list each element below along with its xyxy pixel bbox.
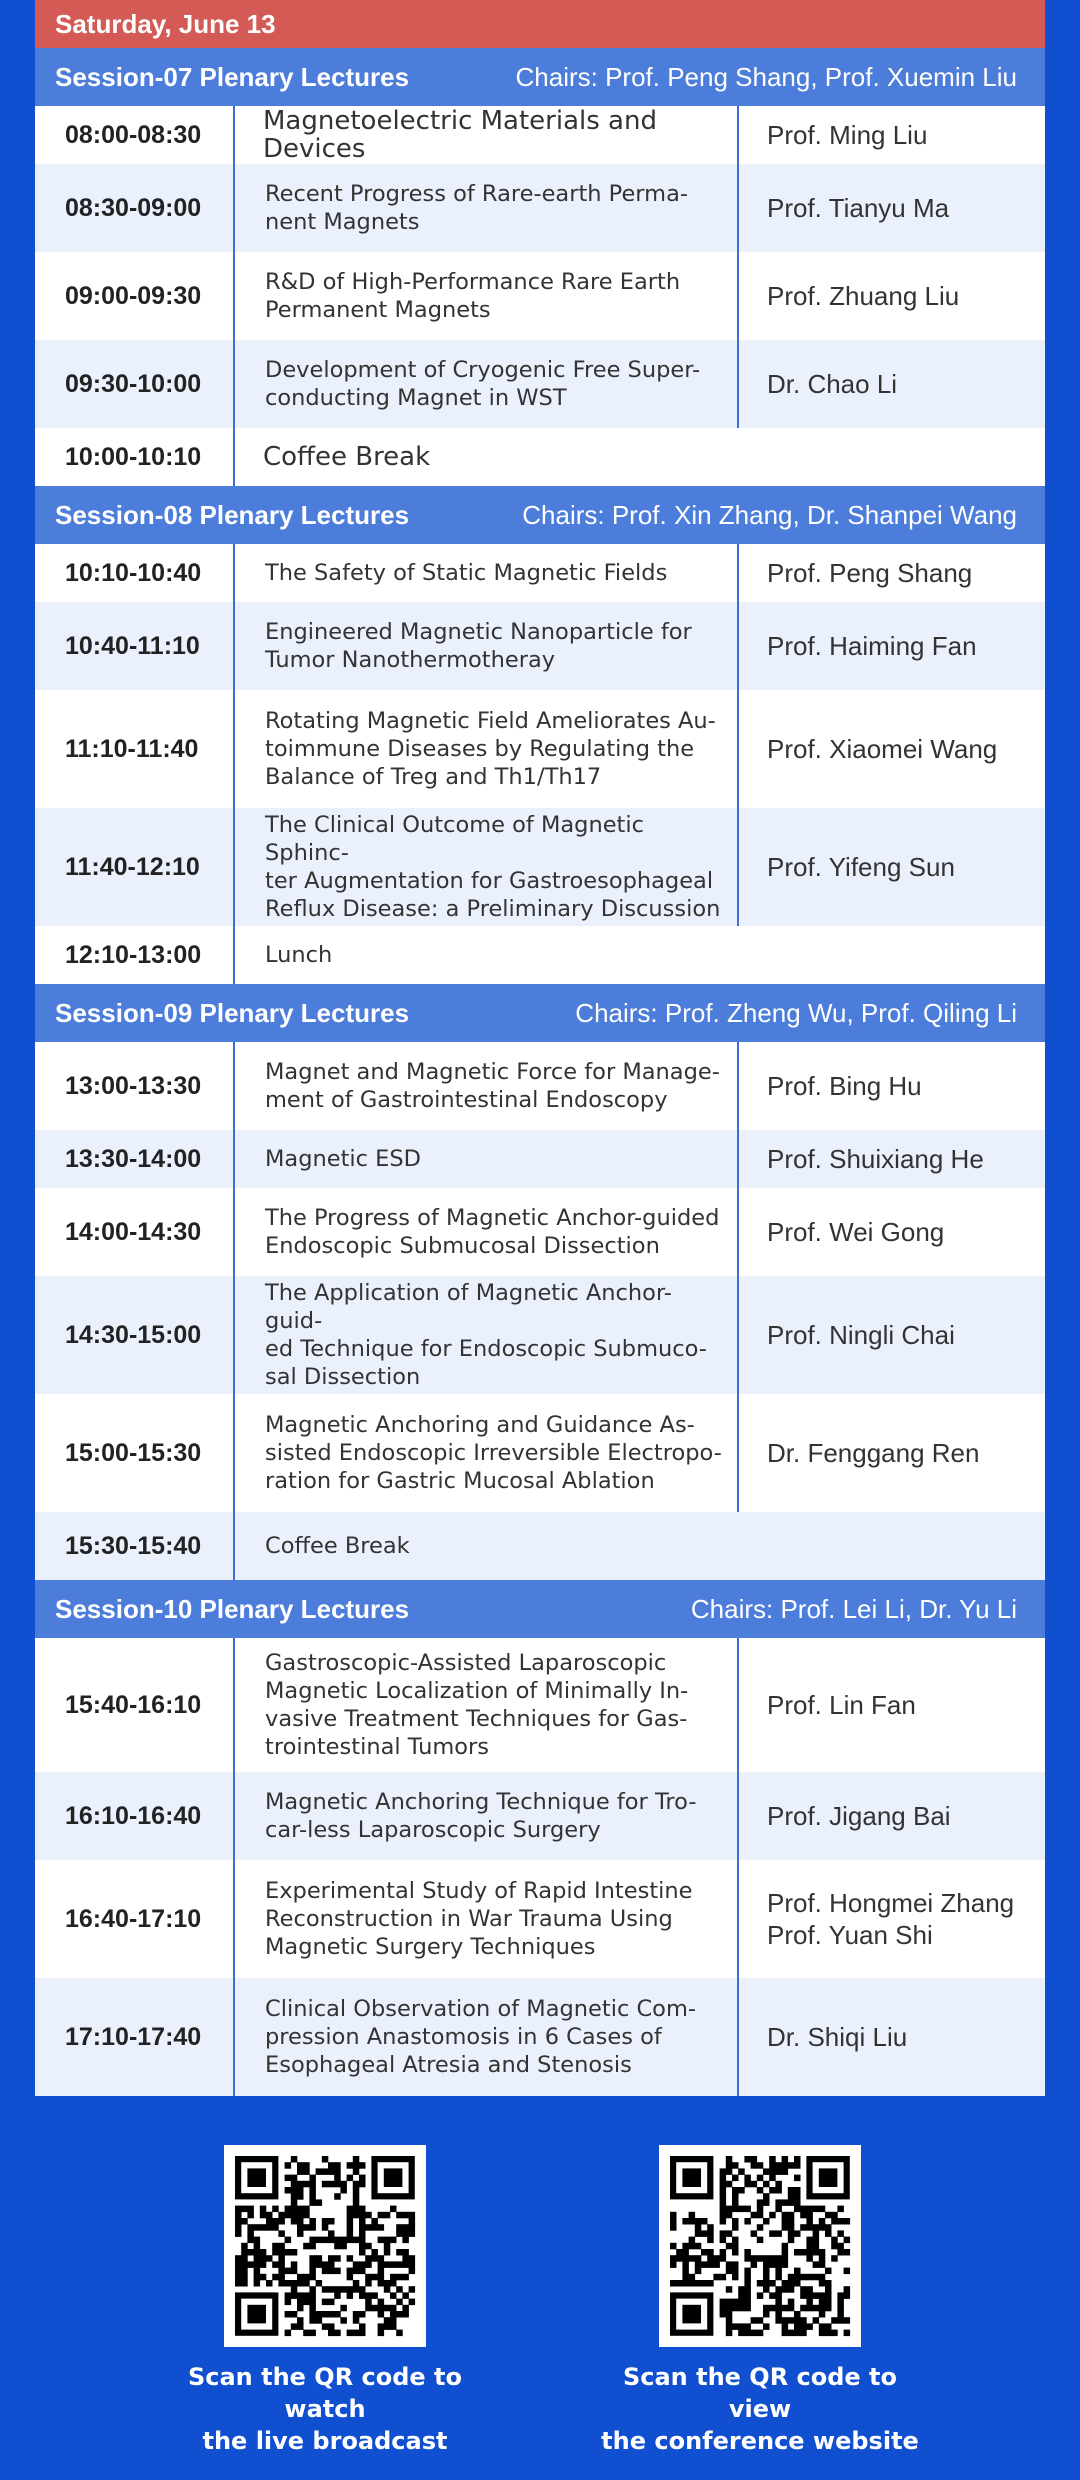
schedule-row xyxy=(35,252,1045,340)
title-line: Lunch xyxy=(265,942,333,968)
schedule-row xyxy=(35,926,1045,984)
speaker-cell xyxy=(739,164,1045,252)
speaker-name: Dr. Chao Li xyxy=(767,369,898,399)
talk-title xyxy=(235,1394,739,1512)
talk-title xyxy=(235,1860,739,1978)
talk-title xyxy=(235,1512,1045,1580)
title-line: Clinical Observation of Magnetic Com- xyxy=(265,1996,696,2022)
title-line: Magnet and Magnetic Force for Manage- xyxy=(265,1059,720,1085)
title-line: R&D of High-Performance Rare Earth xyxy=(265,269,681,295)
talk-title xyxy=(235,106,739,164)
title-line: The Application of Magnetic Anchor-guid- xyxy=(265,1280,672,1334)
speaker-name: Dr. Shiqi Liu xyxy=(767,2022,908,2052)
title-line: sisted Endoscopic Irreversible Electropo- xyxy=(265,1440,722,1466)
speaker-cell xyxy=(739,602,1045,690)
title-line: Reconstruction in War Trauma Using xyxy=(265,1906,673,1932)
title-line: Magnetoelectric Materials and Devices xyxy=(263,106,657,164)
title-line: Recent Progress of Rare-earth Perma- xyxy=(265,181,688,207)
time-slot: 11:10-11:40 xyxy=(35,690,235,808)
date-text: Saturday, June 13 xyxy=(55,8,276,39)
speaker-cell xyxy=(739,1276,1045,1394)
speaker-name: Prof. Zhuang Liu xyxy=(767,281,960,311)
time-slot: 17:10-17:40 xyxy=(35,1978,235,2096)
speaker-cell xyxy=(739,544,1045,602)
time-slot: 10:00-10:10 xyxy=(35,428,235,486)
time-slot: 13:00-13:30 xyxy=(35,1042,235,1130)
speaker-name: Prof. Yifeng Sun xyxy=(767,852,955,882)
speaker-cell xyxy=(739,808,1045,926)
talk-title xyxy=(235,1638,739,1772)
title-line: Rotating Magnetic Field Ameliorates Au- xyxy=(265,708,716,734)
session-chairs: Chairs: Prof. Zheng Wu, Prof. Qiling Li xyxy=(575,997,1017,1028)
time-slot: 08:00-08:30 xyxy=(35,106,235,164)
title-line: Balance of Treg and Th1/Th17 xyxy=(265,764,602,790)
speaker-cell xyxy=(739,1188,1045,1276)
session-chairs: Chairs: Prof. Xin Zhang, Dr. Shanpei Wang xyxy=(522,499,1017,530)
title-line: The Safety of Static Magnetic Fields xyxy=(265,560,668,586)
time-slot: 09:00-09:30 xyxy=(35,252,235,340)
speaker-name: Prof. Ningli Chai xyxy=(767,1320,955,1350)
title-line: Magnetic Surgery Techniques xyxy=(265,1934,596,1960)
schedule-row xyxy=(35,1512,1045,1580)
talk-title xyxy=(235,926,1045,984)
speaker-name: Prof. Lin Fan xyxy=(767,1690,916,1720)
talk-title xyxy=(235,1978,739,2096)
title-line: ed Technique for Endoscopic Submuco- xyxy=(265,1336,707,1362)
talk-title xyxy=(235,690,739,808)
speaker-cell xyxy=(739,106,1045,164)
title-line: Permanent Magnets xyxy=(265,297,491,323)
schedule-table xyxy=(35,48,1045,2096)
time-slot: 08:30-09:00 xyxy=(35,164,235,252)
session-chairs: Chairs: Prof. Lei Li, Dr. Yu Li xyxy=(690,1593,1017,1624)
schedule-row xyxy=(35,1042,1045,1130)
speaker-cell xyxy=(739,1638,1045,1772)
qr-conference-website[interactable] xyxy=(600,2145,920,2457)
title-line: toimmune Diseases by Regulating the xyxy=(265,736,695,762)
session-header xyxy=(35,48,1045,106)
title-line: Experimental Study of Rapid Intestine xyxy=(265,1878,693,1904)
title-line: sal Dissection xyxy=(265,1364,421,1390)
talk-title xyxy=(235,164,739,252)
speaker-name: Prof. Hongmei Zhang xyxy=(767,1888,1015,1918)
title-line: Coffee Break xyxy=(265,1533,410,1559)
speaker-name: Prof. Haiming Fan xyxy=(767,631,977,661)
speaker-cell xyxy=(739,1042,1045,1130)
speaker-cell xyxy=(739,252,1045,340)
schedule-row xyxy=(35,428,1045,486)
talk-title xyxy=(235,544,739,602)
title-line: conducting Magnet in WST xyxy=(265,385,567,411)
title-line: Magnetic ESD xyxy=(265,1146,422,1172)
schedule-row xyxy=(35,808,1045,926)
speaker-cell xyxy=(739,690,1045,808)
title-line: vasive Treatment Techniques for Gas- xyxy=(265,1706,688,1732)
speaker-cell xyxy=(739,1394,1045,1512)
title-line: Gastroscopic-Assisted Laparoscopic xyxy=(265,1650,667,1676)
session-title: Session-07 Plenary Lectures xyxy=(55,61,410,92)
title-line: car-less Laparoscopic Surgery xyxy=(265,1817,601,1843)
qr-code-icon[interactable] xyxy=(659,2145,861,2347)
title-line: The Clinical Outcome of Magnetic Sphinc- xyxy=(265,812,644,866)
talk-title xyxy=(235,252,739,340)
speaker-cell xyxy=(739,1860,1045,1978)
schedule-row xyxy=(35,544,1045,602)
talk-title xyxy=(235,1772,739,1860)
schedule-row xyxy=(35,340,1045,428)
talk-title xyxy=(235,340,739,428)
talk-title xyxy=(235,1188,739,1276)
qr-live-broadcast[interactable] xyxy=(165,2145,485,2457)
talk-title xyxy=(235,1130,739,1188)
speaker-cell xyxy=(739,1130,1045,1188)
qr-code-icon[interactable] xyxy=(224,2145,426,2347)
time-slot: 09:30-10:00 xyxy=(35,340,235,428)
title-line: trointestinal Tumors xyxy=(265,1734,490,1760)
session-header xyxy=(35,984,1045,1042)
session-title: Session-09 Plenary Lectures xyxy=(55,997,410,1028)
title-line: Development of Cryogenic Free Super- xyxy=(265,357,701,383)
speaker-name: Prof. Peng Shang xyxy=(767,558,973,588)
speaker-cell xyxy=(739,1772,1045,1860)
time-slot: 15:40-16:10 xyxy=(35,1638,235,1772)
time-slot: 15:00-15:30 xyxy=(35,1394,235,1512)
time-slot: 14:30-15:00 xyxy=(35,1276,235,1394)
schedule-row xyxy=(35,1188,1045,1276)
talk-title xyxy=(235,1042,739,1130)
schedule-row xyxy=(35,1772,1045,1860)
speaker-cell xyxy=(739,1978,1045,2096)
speaker-name: Prof. Jigang Bai xyxy=(767,1801,951,1831)
session-header xyxy=(35,486,1045,544)
title-line: pression Anastomosis in 6 Cases of xyxy=(265,2024,662,2050)
time-slot: 16:40-17:10 xyxy=(35,1860,235,1978)
time-slot: 13:30-14:00 xyxy=(35,1130,235,1188)
speaker-name: Prof. Yuan Shi xyxy=(767,1920,933,1950)
title-line: Tumor Nanothermotheray xyxy=(265,647,556,673)
qr-caption: Scan the QR code to watch the live broadcast xyxy=(187,2363,463,2455)
title-line: Magnetic Anchoring Technique for Tro- xyxy=(265,1789,697,1815)
talk-title xyxy=(235,428,1045,486)
schedule-row xyxy=(35,106,1045,164)
time-slot: 10:10-10:40 xyxy=(35,544,235,602)
talk-title xyxy=(235,602,739,690)
schedule-row xyxy=(35,1394,1045,1512)
qr-caption: Scan the QR code to view the conference website xyxy=(601,2363,919,2455)
title-line: Reflux Disease: a Preliminary Discussion xyxy=(265,896,721,922)
time-slot: 16:10-16:40 xyxy=(35,1772,235,1860)
speaker-name: Prof. Wei Gong xyxy=(767,1217,945,1247)
time-slot: 10:40-11:10 xyxy=(35,602,235,690)
title-line: The Progress of Magnetic Anchor-guided xyxy=(265,1205,720,1231)
title-line: ration for Gastric Mucosal Ablation xyxy=(265,1468,655,1494)
session-title: Session-10 Plenary Lectures xyxy=(55,1593,410,1624)
schedule-row xyxy=(35,1978,1045,2096)
date-header xyxy=(35,0,1045,48)
schedule-row xyxy=(35,164,1045,252)
speaker-name: Prof. Tianyu Ma xyxy=(767,193,950,223)
time-slot: 11:40-12:10 xyxy=(35,808,235,926)
talk-title xyxy=(235,1276,739,1394)
speaker-name: Prof. Xiaomei Wang xyxy=(767,734,998,764)
session-title: Session-08 Plenary Lectures xyxy=(55,499,410,530)
schedule-row xyxy=(35,1860,1045,1978)
title-line: nent Magnets xyxy=(265,209,420,235)
speaker-name: Prof. Ming Liu xyxy=(767,120,928,150)
time-slot: 12:10-13:00 xyxy=(35,926,235,984)
schedule-row xyxy=(35,602,1045,690)
time-slot: 15:30-15:40 xyxy=(35,1512,235,1580)
schedule-row xyxy=(35,690,1045,808)
title-line: ter Augmentation for Gastroesophageal xyxy=(265,868,714,894)
talk-title xyxy=(235,808,739,926)
speaker-name: Prof. Shuixiang He xyxy=(767,1144,984,1174)
time-slot: 14:00-14:30 xyxy=(35,1188,235,1276)
title-line: Esophageal Atresia and Stenosis xyxy=(265,2052,632,2078)
title-line: Coffee Break xyxy=(263,442,431,472)
schedule-row xyxy=(35,1276,1045,1394)
title-line: Magnetic Anchoring and Guidance As- xyxy=(265,1412,695,1438)
speaker-name: Dr. Fenggang Ren xyxy=(767,1438,980,1468)
title-line: Engineered Magnetic Nanoparticle for xyxy=(265,619,692,645)
session-chairs: Chairs: Prof. Peng Shang, Prof. Xuemin Liu xyxy=(515,61,1017,92)
session-header xyxy=(35,1580,1045,1638)
speaker-name: Prof. Bing Hu xyxy=(767,1071,922,1101)
title-line: Endoscopic Submucosal Dissection xyxy=(265,1233,660,1259)
title-line: ment of Gastrointestinal Endoscopy xyxy=(265,1087,668,1113)
title-line: Magnetic Localization of Minimally In- xyxy=(265,1678,689,1704)
schedule-row xyxy=(35,1130,1045,1188)
schedule-row xyxy=(35,1638,1045,1772)
speaker-cell xyxy=(739,340,1045,428)
